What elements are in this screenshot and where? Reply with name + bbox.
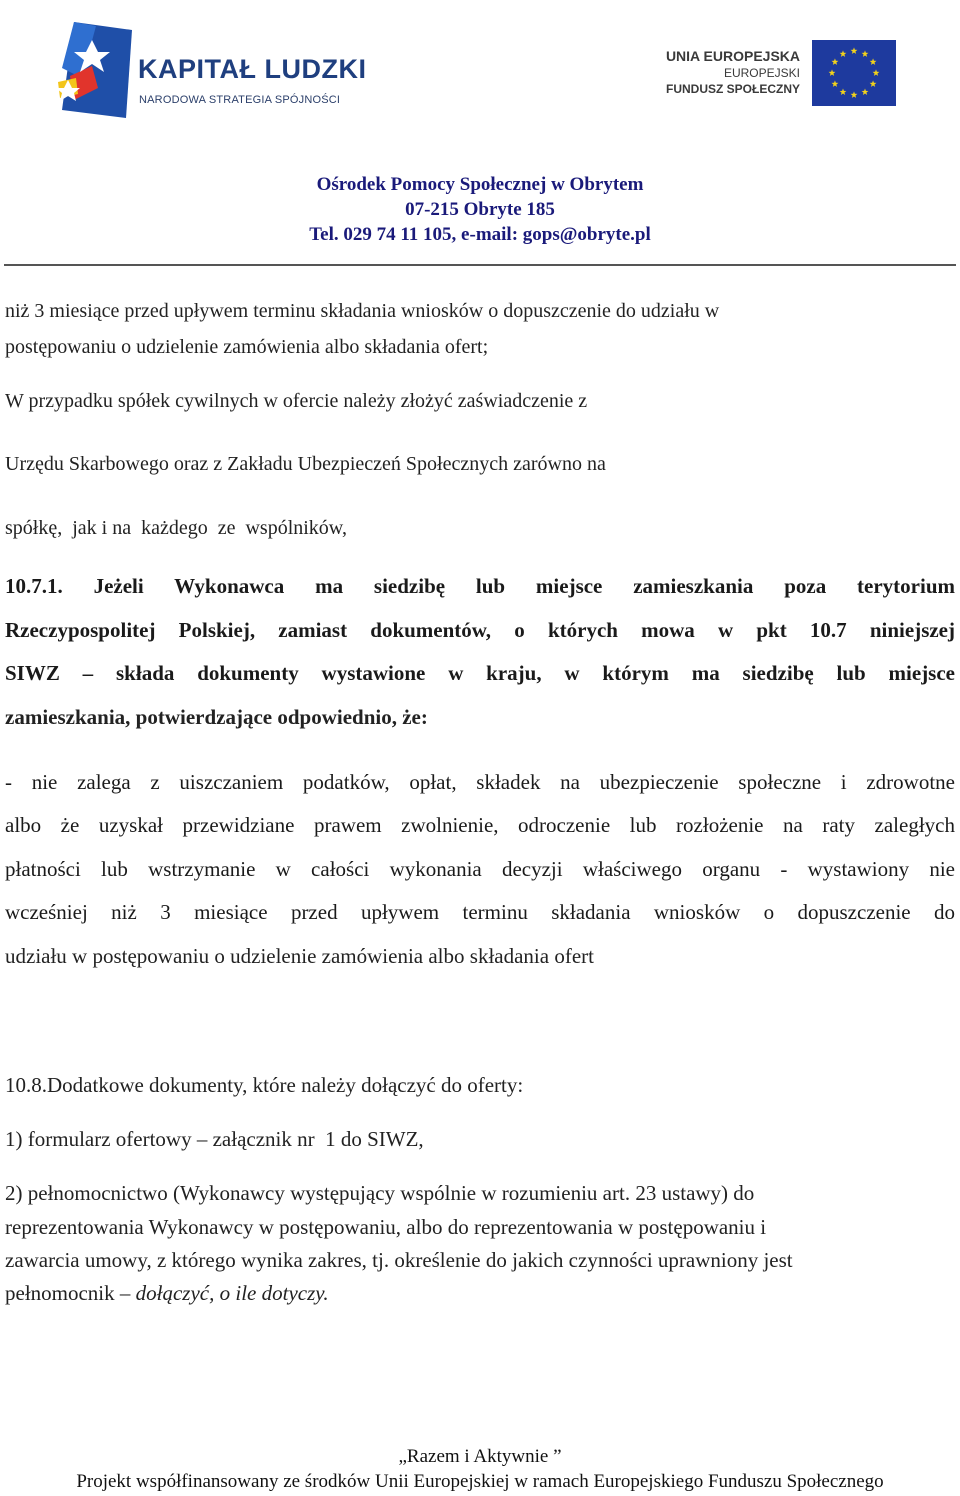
kapital-ludzki-logo xyxy=(52,18,372,128)
s108-item2-line2: reprezentowania Wykonawcy w postępowaniu, albo do reprezentowania w postępowaniu i xyxy=(5,1215,767,1239)
eu-flag-icon xyxy=(812,40,896,106)
footer-project: Projekt współfinansowany ze środków Unii Europejskiej w ramach Europejskiego Funduszu Społecznego xyxy=(76,1471,884,1492)
s108-item2-line3: zawarcia umowy, z którego wynika zakres, tj. określenie do jakich czynności uprawniony jest xyxy=(5,1248,793,1272)
p4-line5: udziału w postępowaniu o udzielenie zamówienia albo składania ofert xyxy=(5,944,594,968)
institution-contact: Tel. 029 74 11 105, e-mail: gops@obryte.pl xyxy=(309,224,651,245)
kapital-ludzki-title: KAPITAŁ LUDZKI xyxy=(138,54,367,84)
s1071-line1: 10.7.1. Jeżeli Wykonawca ma siedzibę lub miejsce zamieszkania poza terytorium xyxy=(5,574,955,598)
p1-line1: niż 3 miesiące przed upływem terminu składania wniosków o dopuszczenie do udziału w xyxy=(5,300,720,322)
header-divider xyxy=(4,264,956,266)
kapital-ludzki-emblem-icon xyxy=(52,18,142,128)
p4-line3: płatności lub wstrzymanie w całości wykonania decyzji właściwego organu - wystawiony nie xyxy=(5,857,955,881)
institution-address: 07-215 Obryte 185 xyxy=(405,199,555,220)
s1071-line2: Rzeczypospolitej Polskiej, zamiast dokumentów, o których mowa w pkt 10.7 niniejszej xyxy=(5,618,955,642)
institution-name: Ośrodek Pomocy Społecznej w Obrytem xyxy=(316,174,644,195)
s1071-line4: zamieszkania, potwierdzające odpowiednio, że: xyxy=(5,705,428,729)
p2-line1: W przypadku spółek cywilnych w ofercie należy złożyć zaświadczenie z xyxy=(5,390,588,412)
p4-line4: wcześniej niż 3 miesiące przed upływem terminu składania wniosków o dopuszczenie do xyxy=(5,900,955,924)
p2-line3: spółkę, jak i na każdego ze wspólników, xyxy=(5,517,347,539)
s108-item2-line1: 2) pełnomocnictwo (Wykonawcy występujący wspólnie w rozumieniu art. 23 ustawy) do xyxy=(5,1181,755,1205)
kapital-ludzki-subtitle: NARODOWA STRATEGIA SPÓJNOŚCI xyxy=(139,94,341,106)
s1071-line3: SIWZ – składa dokumenty wystawione w kraju, w którym ma siedzibę lub miejsce xyxy=(5,661,955,685)
p2-line2: Urzędu Skarbowego oraz z Zakładu Ubezpieczeń Społecznych zarówno na xyxy=(5,453,606,475)
p4-line2: albo że uzyskał przewidziane prawem zwolnienie, odroczenie lub rozłożenie na raty zaległych xyxy=(5,813,955,837)
p1-line2: postępowaniu o udzielenie zamówienia albo składania ofert; xyxy=(5,336,489,358)
s108-heading: 10.8.Dodatkowe dokumenty, które należy dołączyć do oferty: xyxy=(5,1073,524,1097)
institution-header xyxy=(0,172,960,247)
p4-line1: - nie zalega z uiszczaniem podatków, opłat, składek na ubezpieczenie społeczne i zdrowotne xyxy=(5,770,955,794)
s108-item2-plain: pełnomocnik – xyxy=(5,1281,136,1305)
footer-motto: „Razem i Aktywnie ” xyxy=(398,1446,562,1467)
ue-line3: FUNDUSZ SPOŁECZNY xyxy=(665,82,800,96)
s108-item2-line4 xyxy=(5,1281,329,1306)
ue-line2: EUROPEJSKI xyxy=(723,66,800,80)
s108-item2-italic: dołączyć, o ile dotyczy. xyxy=(135,1281,329,1305)
unia-europejska-logo xyxy=(610,36,910,116)
s108-item1: 1) formularz ofertowy – załącznik nr 1 do SIWZ, xyxy=(5,1127,424,1151)
ue-line1: UNIA EUROPEJSKA xyxy=(665,48,800,64)
